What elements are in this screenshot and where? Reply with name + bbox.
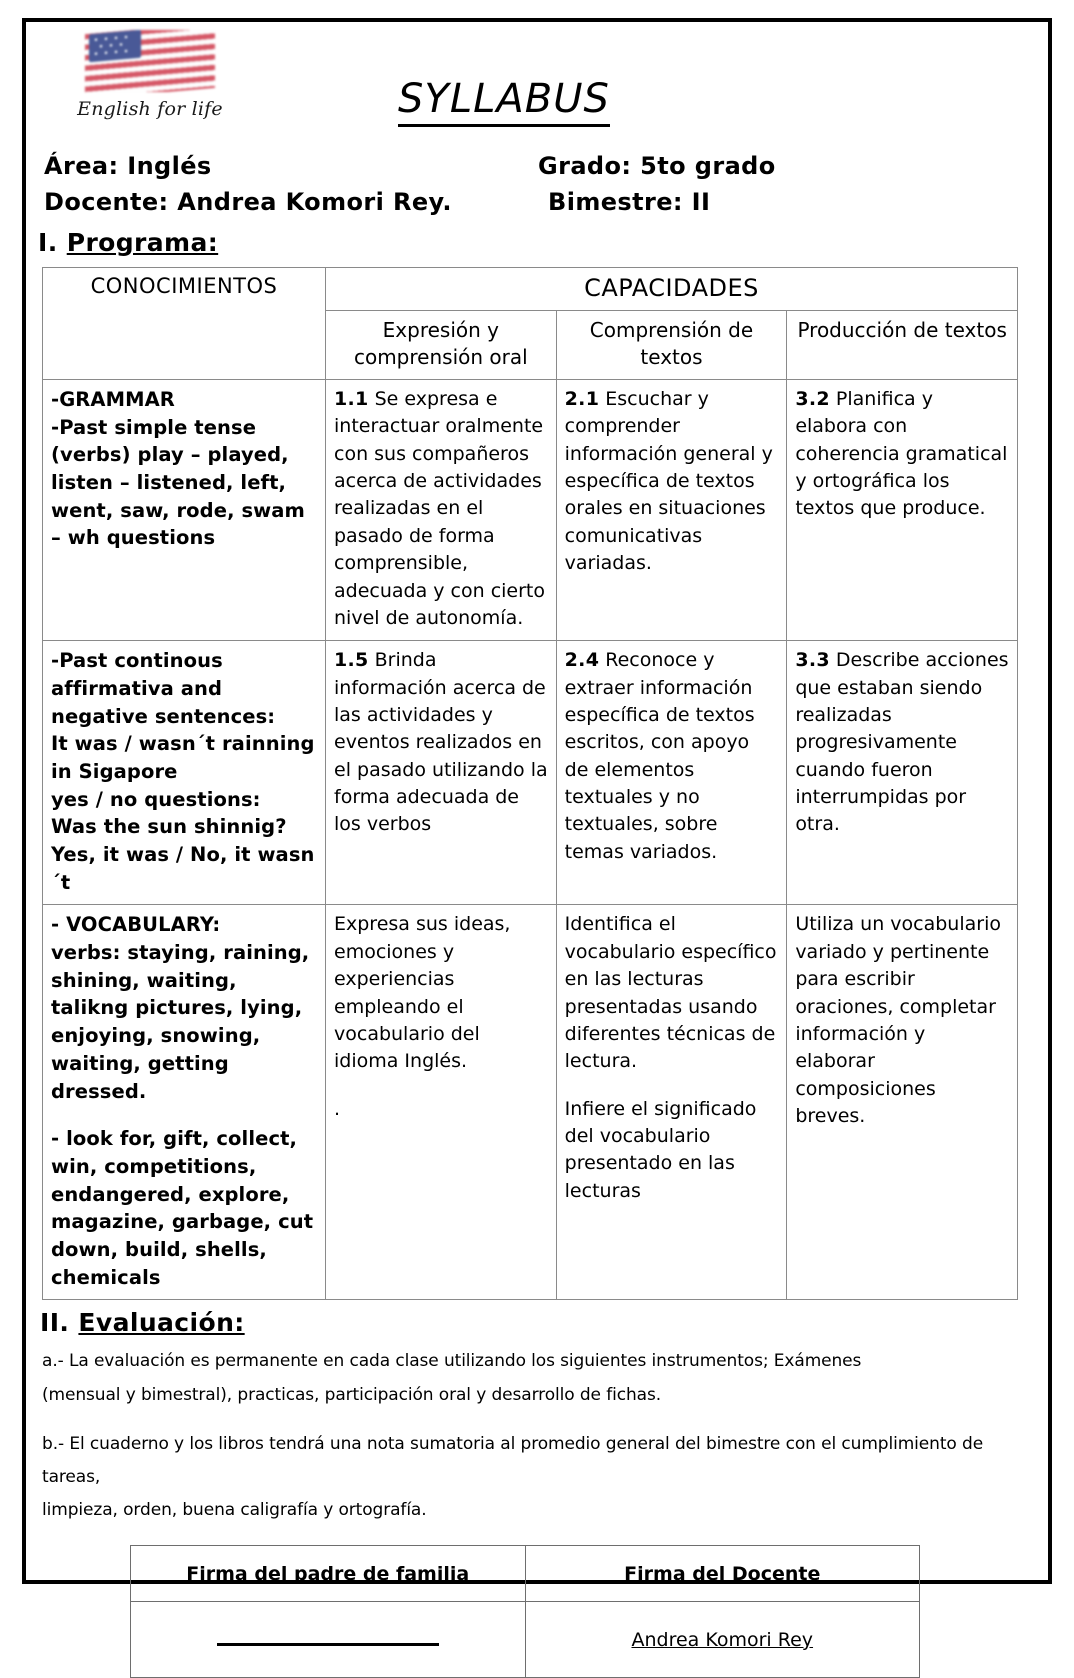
table-row: [43, 905, 1018, 1300]
evaluacion-paragraph-a-line2: (mensual y bimestral), practicas, participación oral y desarrollo de fichas.: [42, 1384, 662, 1405]
bimestre-label: Bimestre: II: [548, 188, 711, 216]
programa-word: Programa:: [66, 228, 219, 257]
meta-row-area: [38, 152, 1028, 188]
programa-number: I.: [38, 228, 58, 257]
document-header: [38, 24, 1028, 150]
evaluacion-number: II.: [40, 1308, 70, 1338]
capacity-text: Reconoce y extraer información específica de textos escritos, con apoyo de elementos textuales y no textuales, sobre temas variados.: [564, 649, 755, 863]
table-row: [43, 641, 1018, 905]
subheader-produccion: Producción de textos: [787, 311, 1018, 380]
signature-header-row: [131, 1546, 920, 1602]
capacity-code: 2.1: [564, 388, 600, 410]
brand-tagline: English for life: [77, 98, 223, 120]
evaluacion-paragraph-b-line2: limpieza, orden, buena caligrafía y ortografía.: [42, 1499, 427, 1520]
capacity-text: Brinda información acerca de las actividades y eventos realizados en el pasado utilizando la forma adecuada de los verbos: [334, 649, 548, 836]
conocimientos-header: CONOCIMIENTOS: [43, 268, 326, 380]
capacidades-header: CAPACIDADES: [326, 268, 1018, 311]
signature-parent-field[interactable]: [131, 1602, 526, 1678]
row-1-expresion: [326, 641, 557, 905]
row-0-expresion: [326, 380, 557, 641]
programa-heading: [38, 228, 1028, 257]
signature-teacher-header: Firma del Docente: [525, 1546, 920, 1602]
row-1-knowledge: -Past continous affirmativa and negative sentences: It was / wasn´t rainning in Sigapore yes / no questions: Was the sun shinnig? Yes, it was / No, it wasn´t: [43, 641, 326, 905]
evaluacion-word: Evaluación:: [78, 1308, 245, 1338]
signature-blank-line: [217, 1632, 439, 1646]
capacity-text-extra: .: [334, 1097, 341, 1120]
signature-table: [130, 1545, 920, 1678]
capacity-text: Expresa sus ideas, emociones y experiencias empleando el vocabulario del idioma Inglés.: [334, 913, 511, 1073]
capacity-code: 3.3: [795, 649, 830, 672]
row-2-expresion: [326, 905, 557, 1300]
vocabulary-words: - look for, gift, collect, win, competitions, endangered, explore, magazine, garbage, cut down, build, shells, chemicals: [51, 1127, 314, 1289]
vocabulary-verbs: - VOCABULARY: verbs: staying, raining, shining, waiting, talikng pictures, lying, enjoying, snowing, waiting, getting dressed.: [51, 913, 310, 1103]
evaluacion-heading: [40, 1308, 1028, 1337]
row-2-comprension: [556, 905, 787, 1300]
capacity-text: Planifica y elabora con coherencia gramatical y ortográfica los textos que produce.: [795, 388, 1008, 520]
capacity-text: Identifica el vocabulario específico en las lecturas presentadas usando diferentes técnicas de lectura.: [564, 913, 777, 1073]
signature-value-row: [131, 1602, 920, 1678]
usa-flag-icon: [85, 30, 215, 92]
row-2-produccion: [787, 905, 1018, 1300]
capacity-text: Escuchar y comprender información general y específica de textos orales en situaciones comunicativas variadas.: [564, 388, 773, 575]
capacity-code: 3.2: [795, 388, 830, 410]
docente-label: Docente: Andrea Komori Rey.: [44, 188, 452, 216]
page-title: SYLLABUS: [398, 76, 610, 127]
evaluacion-paragraph-a-line1: a.- La evaluación es permanente en cada clase utilizando los siguientes instrumentos; Exámenes: [42, 1351, 862, 1372]
grado-label: Grado: 5to grado: [538, 152, 776, 180]
row-0-produccion: [787, 380, 1018, 641]
brand-block: [60, 30, 240, 120]
area-label: Área: Inglés: [44, 152, 212, 180]
capacity-text-extra: Infiere el significado del vocabulario presentado en las lecturas: [564, 1097, 757, 1202]
evaluacion-paragraph-b-line1: b.- El cuaderno y los libros tendrá una nota sumatoria al promedio general del bimestre con el cumplimiento de tareas,: [42, 1433, 984, 1487]
syllabus-table: [42, 267, 1018, 1300]
capacity-text: Describe acciones que estaban siendo realizadas progresivamente cuando fueron interrumpidas por otra.: [795, 649, 1009, 836]
capacity-text: Utiliza un vocabulario variado y pertinente para escribir oraciones, completar información y elaborar composiciones breves.: [795, 913, 1001, 1127]
subheader-expresion: Expresión y comprensión oral: [326, 311, 557, 380]
row-0-comprension: [556, 380, 787, 641]
row-2-knowledge: [43, 905, 326, 1300]
row-1-comprension: [556, 641, 787, 905]
capacity-code: 1.1: [334, 388, 369, 410]
signature-teacher-field[interactable]: [525, 1602, 920, 1678]
signature-teacher-name: Andrea Komori Rey: [631, 1628, 814, 1651]
row-0-knowledge: -GRAMMAR -Past simple tense (verbs) play – played, listen – listened, left, went, saw, rode, swam – wh questions: [43, 380, 326, 641]
page-content: [38, 24, 1028, 1678]
meta-block: [38, 152, 1028, 257]
capacity-code: 1.5: [334, 649, 369, 672]
capacity-text: Se expresa e interactuar oralmente con sus compañeros acerca de actividades realizadas en el pasado de forma comprensible, adecuada y con cierto nivel de autonomía.: [334, 388, 546, 629]
subheader-comprension: Comprensión de textos: [556, 311, 787, 380]
signature-parent-header: Firma del padre de familia: [131, 1546, 526, 1602]
table-header-row-1: [43, 268, 1018, 311]
capacity-code: 2.4: [564, 649, 600, 672]
meta-row-docente: [38, 188, 1028, 224]
row-1-produccion: [787, 641, 1018, 905]
table-row: [43, 380, 1018, 641]
